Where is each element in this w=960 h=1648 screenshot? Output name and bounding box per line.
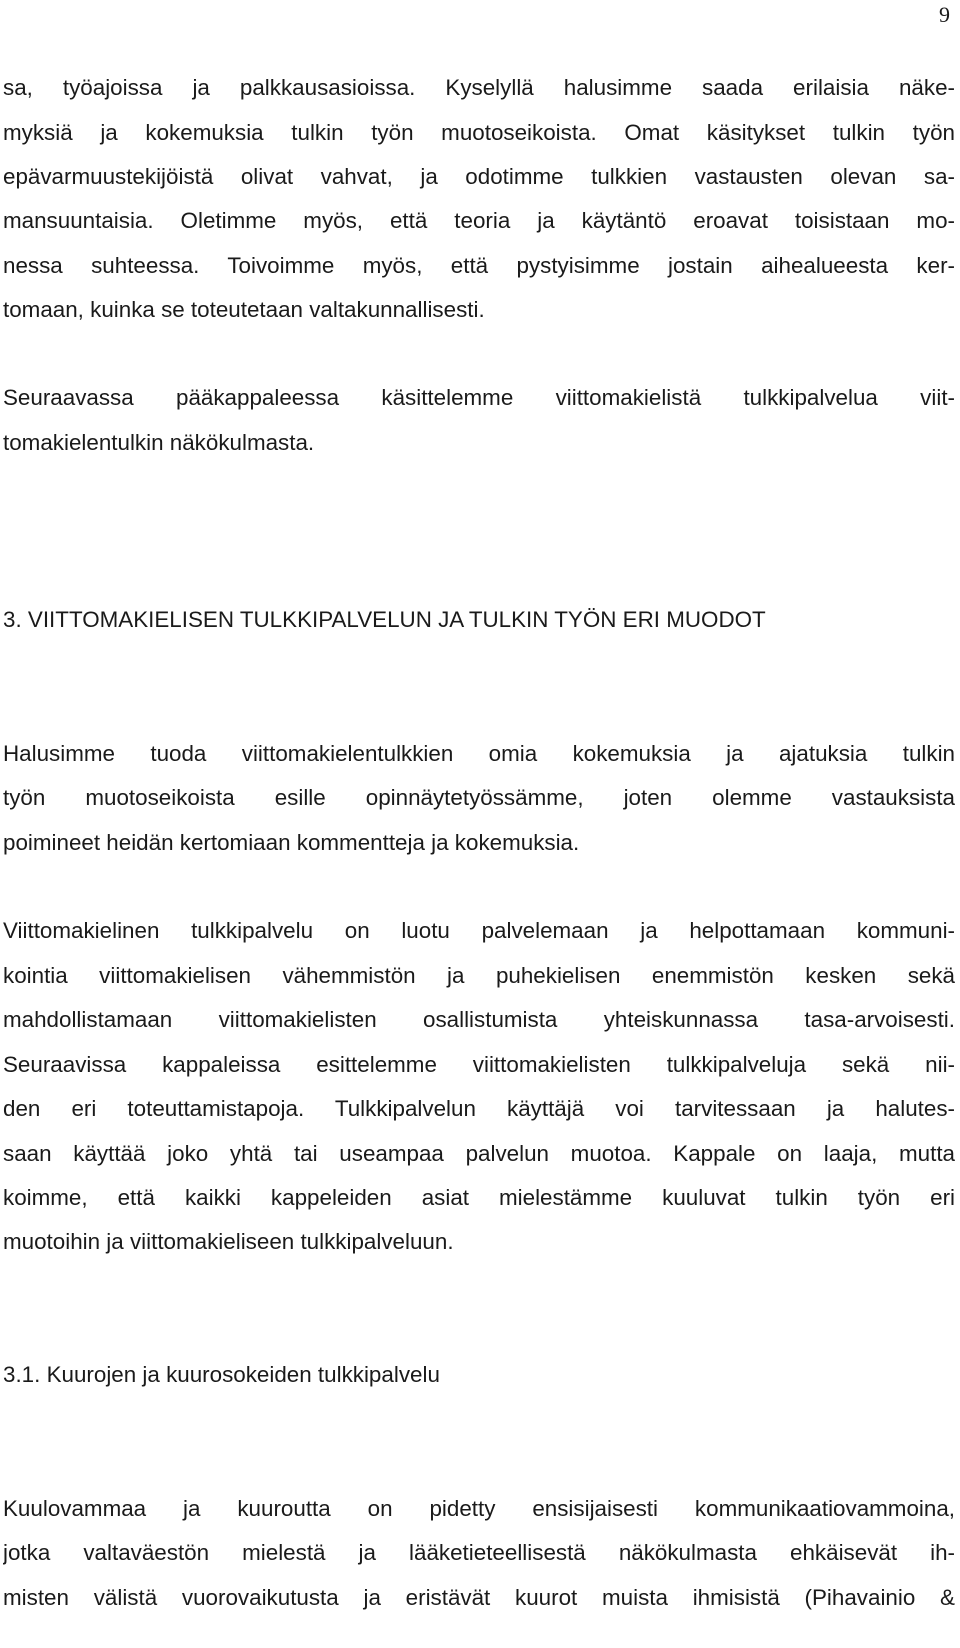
text-line: Halusimme tuoda viittomakielentulkkien omia kokemuksia ja ajatuksia tulkin	[3, 741, 955, 766]
text-line: tomaan, kuinka se toteutetaan valtakunnallisesti.	[3, 297, 485, 322]
text-line: sa, työajoissa ja palkkausasioissa. Kyselyllä halusimme saada erilaisia näke-	[3, 75, 955, 100]
text-line: Seuraavissa kappaleissa esittelemme viittomakielisten tulkkipalveluja sekä nii-	[3, 1052, 955, 1077]
text-line: jotka valtaväestön mielestä ja lääketieteellisestä näkökulmasta ehkäisevät ih-	[3, 1540, 955, 1565]
text-line: työn muotoseikoista esille opinnäytetyössämme, joten olemme vastauksista	[3, 785, 955, 810]
text-line: saan käyttää joko yhtä tai useampaa palvelun muotoa. Kappale on laaja, mutta	[3, 1141, 955, 1166]
text-line: mahdollistamaan viittomakielisten osallistumista yhteiskunnassa tasa-arvoisesti.	[3, 1007, 955, 1032]
text-line: Kuulovammaa ja kuuroutta on pidetty ensisijaisesti kommunikaatiovammoina,	[3, 1496, 955, 1521]
section-heading: 3. VIITTOMAKIELISEN TULKKIPALVELUN JA TULKIN TYÖN ERI MUODOT	[3, 607, 766, 632]
text-line: Viittomakielinen tulkkipalvelu on luotu palvelemaan ja helpottamaan kommuni-	[3, 918, 955, 943]
text-line: muotoihin ja viittomakieliseen tulkkipalveluun.	[3, 1229, 454, 1254]
text-line: koimme, että kaikki kappeleiden asiat mielestämme kuuluvat tulkin työn eri	[3, 1185, 955, 1210]
text-line: misten välistä vuorovaikutusta ja eristävät kuurot muista ihmisistä (Pihavainio &	[3, 1585, 955, 1610]
text-line: poimineet heidän kertomiaan kommentteja ja kokemuksia.	[3, 830, 580, 855]
text-line: tomakielentulkin näkökulmasta.	[3, 430, 315, 455]
subsection-heading: 3.1. Kuurojen ja kuurosokeiden tulkkipalvelu	[3, 1362, 440, 1387]
text-line: myksiä ja kokemuksia tulkin työn muotoseikoista. Omat käsitykset tulkin työn	[3, 120, 955, 145]
text-line: nessa suhteessa. Toivoimme myös, että pystyisimme jostain aihealueesta ker-	[3, 253, 955, 278]
text-line: kointia viittomakielisen vähemmistön ja puhekielisen enemmistön kesken sekä	[3, 963, 955, 988]
text-line: epävarmuustekijöistä olivat vahvat, ja odotimme tulkkien vastausten olevan sa-	[3, 164, 955, 189]
text-line: den eri toteuttamistapoja. Tulkkipalvelun käyttäjä voi tarvitessaan ja halutes-	[3, 1096, 955, 1121]
text-line: mansuuntaisia. Oletimme myös, että teoria ja käytäntö eroavat toisistaan mo-	[3, 208, 955, 233]
text-line: Seuraavassa pääkappaleessa käsittelemme viittomakielistä tulkkipalvelua viit-	[3, 385, 955, 410]
page-number: 9	[939, 2, 950, 27]
